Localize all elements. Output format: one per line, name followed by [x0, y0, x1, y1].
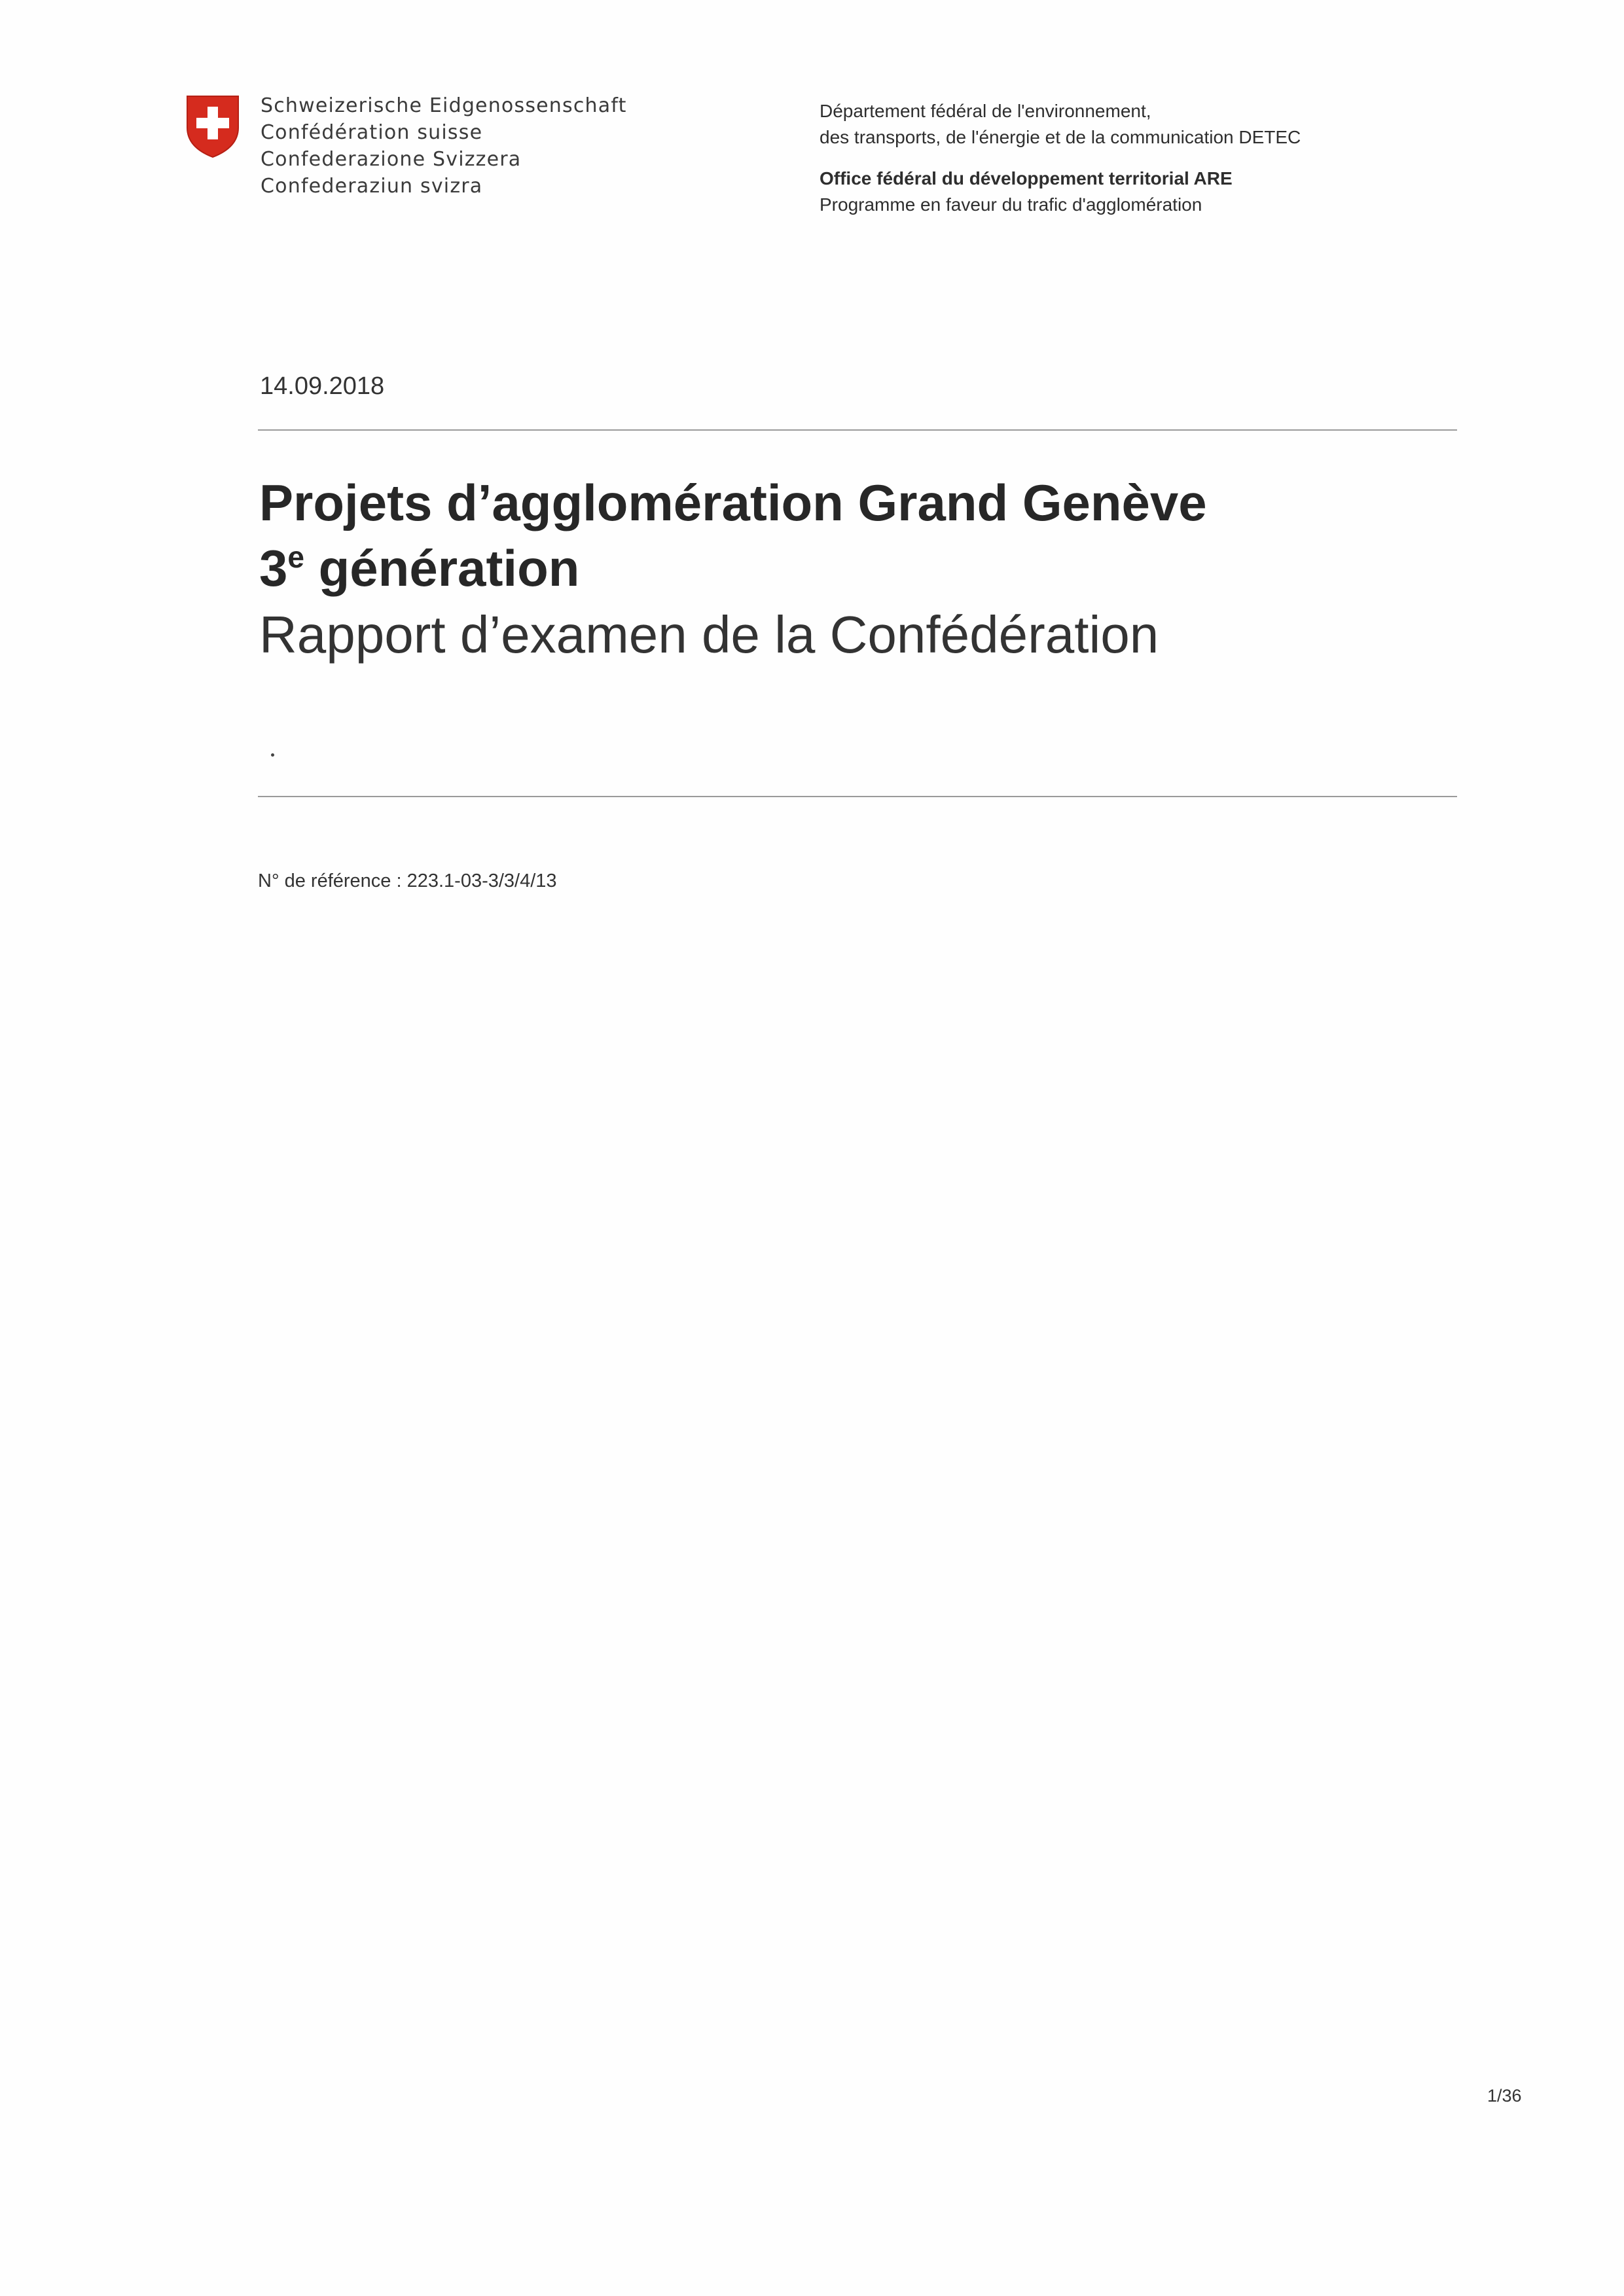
- document-subtitle: Rapport d’examen de la Confédération: [259, 605, 1159, 664]
- office-name: Office fédéral du développement territorial ARE: [820, 168, 1233, 188]
- department-block: [820, 98, 1301, 151]
- department-line-2: des transports, de l'énergie et de la communication DETEC: [820, 127, 1301, 147]
- top-divider: [258, 429, 1457, 431]
- title-line-1: Projets d’agglomération Grand Genève: [259, 474, 1207, 531]
- federal-name-fr: Confédération suisse: [261, 121, 483, 144]
- reference-number: N° de référence : 223.1-03-3/3/4/13: [258, 870, 557, 891]
- department-line-1: Département fédéral de l'environnement,: [820, 101, 1151, 121]
- title-block: [259, 470, 1207, 669]
- federal-name-de: Schweizerische Eidgenossenschaft: [261, 94, 627, 117]
- page-number: 1/36: [1487, 2086, 1522, 2106]
- swiss-coat-of-arms-icon: [185, 94, 241, 159]
- federal-names: [261, 92, 627, 200]
- bottom-divider: [258, 796, 1457, 797]
- programme-name: Programme en faveur du trafic d'agglomération: [820, 194, 1202, 215]
- federal-name-rm: Confederaziun svizra: [261, 175, 483, 198]
- office-block: [820, 166, 1233, 218]
- generation-label: génération: [304, 539, 580, 597]
- generation-superscript: e: [287, 540, 304, 574]
- document-date: 14.09.2018: [260, 372, 385, 400]
- generation-number: 3: [259, 539, 288, 597]
- title-line-2: [259, 535, 1207, 601]
- stray-dot: [271, 753, 274, 757]
- federal-name-it: Confederazione Svizzera: [261, 148, 522, 171]
